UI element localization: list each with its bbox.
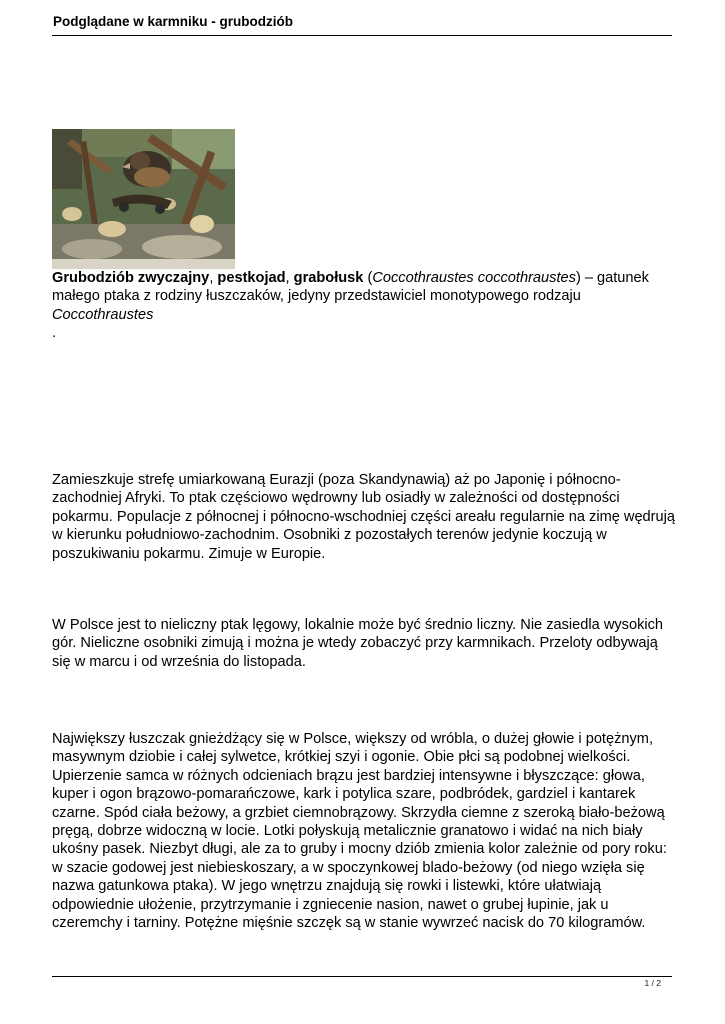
intro-paragraph <box>52 269 677 343</box>
page-number: 1 / 2 <box>644 978 661 988</box>
latin-name: Coccothraustes coccothraustes <box>372 270 576 286</box>
footer-divider <box>52 976 672 977</box>
intro-description: ) – gatunek małego ptaka z rodziny łuszczaków, jedyny przedstawiciel monotypowego rodzaju <box>52 270 649 305</box>
separator: , <box>285 270 294 286</box>
photo-illustration <box>52 129 235 269</box>
separator: , <box>209 270 218 286</box>
species-name: Grubodziób zwyczajny <box>52 270 210 286</box>
bird-feeder-photo <box>52 129 235 269</box>
poland-paragraph: W Polsce jest to nieliczny ptak lęgowy, lokalnie może być średnio liczny. Nie zasiedla wysokich gór. Nieliczne osobniki zimują i można je wtedy zobaczyć przy karmnikach. Przeloty odbywają się w marcu i od września do listopada. <box>52 617 664 670</box>
range-paragraph: Zamieszkuje strefę umiarkowaną Eurazji (poza Skandynawią) aż po Japonię i północno-zachodniej Afryki. To ptak częściowo wędrowny lub osiadły w zależności od dostępności pokarmu. Populacje z północnej i północno-wschodniej części areału regularnie na zimę wędrują w kierunku południowo-zachodnim. Osobniki z pozostałych terenów jedynie koczują w poszukiwaniu pokarmu. Zimuje w Europie. <box>52 472 676 562</box>
alt-name-grabolusk: grabołusk <box>293 270 364 286</box>
page-header-title: Podglądane w karmniku - grubodziób <box>53 14 294 29</box>
description-paragraph: Największy łuszczak gnieżdżący się w Polsce, większy od wróbla, o dużej głowie i potężnym, masywnym dziobie i całej sylwetce, krótkiej szyi i ogonie. Obie płci są podobnej wielkości. Upierzenie samca w różnych odcieniach brązu jest bardziej intensywne i błyszczące: głowa, kuper i ogon brązowo-pomarańczowe, kark i potylica szare, podbródek, gardziel i kantarek czarne. Spód ciała beżowy, a grzbiet ciemnobrązowy. Skrzydła ciemne z szeroką biało-beżową pręgą, dobrze widoczną w locie. Lotki połyskują metalicznie granatowo i widać na nich biały ukośny pasek. Niezbyt długi, ale za to gruby i mocny dziób zmienia kolor zależnie od pory roku: w szacie godowej jest niebieskoszary, a w spoczynkowej blado-beżowy (od niego wzięła się nazwa gatunkowa ptaka). W jego wnętrzu znajdują się rowki i listewki, które ułatwiają odpowiednie ułożenie, przytrzymanie i zgniecenie nasion, nawet o grubej łupinie, jak u czeremchy i tarniny. Potężne mięśnie szczęk są w stanie wywrzeć nacisk do 70 kilogramów. <box>52 731 667 932</box>
header-divider <box>52 35 672 36</box>
paren-open: ( <box>363 270 373 286</box>
intro-dot: . <box>52 325 57 342</box>
alt-name-pestkojad: pestkojad <box>217 270 286 286</box>
genus-name: Coccothraustes <box>52 306 154 323</box>
